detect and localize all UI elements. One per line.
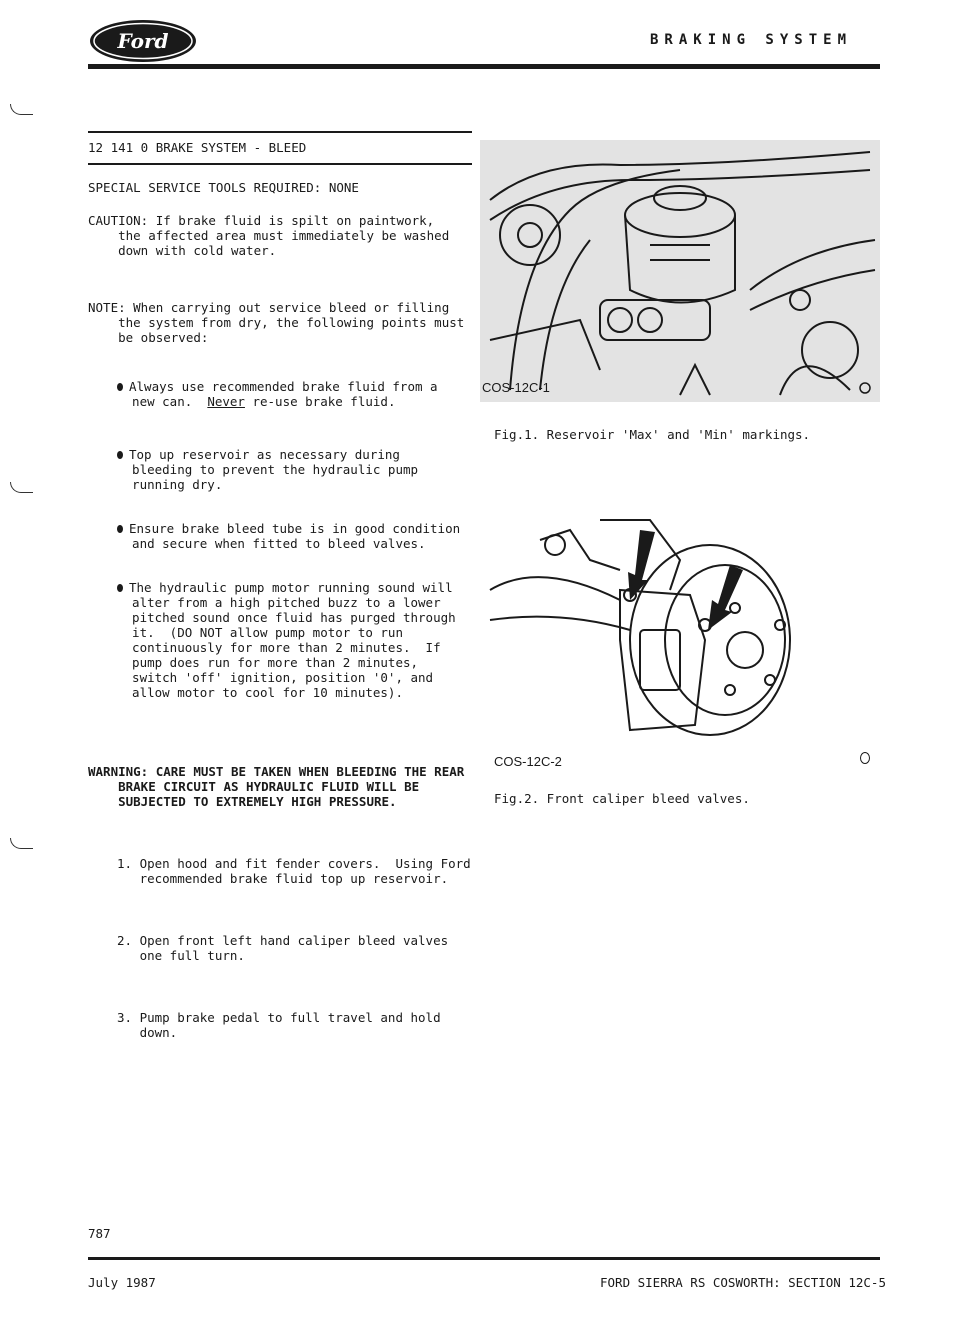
caution-text: CAUTION: If brake fluid is spilt on paintwork, the affected area must immediately be washed down with cold water. [88,213,450,258]
bullet-icon [117,584,123,592]
step-3: 3. Pump brake pedal to full travel and hold down. [117,1010,441,1040]
section-rule [88,163,472,165]
ford-logo [88,18,198,64]
bullet-icon [117,383,123,391]
warning-text: WARNING: CARE MUST BE TAKEN WHEN BLEEDING THE REAR BRAKE CIRCUIT AS HYDRAULIC FLUID WILL BE SUBJECTED TO EXTREMELY HIGH PRESSURE. [88,764,465,809]
special-tools: SPECIAL SERVICE TOOLS REQUIRED: NONE [88,180,359,195]
margin-mark [10,838,33,849]
margin-mark [10,482,33,493]
figure-1-code: COS-12C-1 [482,380,550,395]
bullet-emphasis: Never [207,394,245,409]
bullet-icon [117,451,123,459]
bullet-icon [117,525,123,533]
figure-2-caliper-illustration [480,500,800,740]
margin-circle [860,752,870,764]
svg-text:Ford: Ford [117,29,169,53]
bullet-text: re-use brake fluid. [244,394,396,409]
bullet-text: The hydraulic pump motor running sound will alter from a high pitched buzz to a lower pitched sound once fluid has purged through it. (DO NOT allow pump motor to run continuously for more than 2 minutes. If pump does run for more than 2 minutes, switch 'off' ignition, position '0', and allow motor to cool for 10 minutes). [129,580,456,700]
step-1: 1. Open hood and fit fender covers. Using Ford recommended brake fluid top up reservoir. [117,856,471,886]
bullet-item [117,379,438,409]
page-header-title: BRAKING SYSTEM [650,32,853,48]
bullet-item [117,521,460,551]
bullet-text: Ensure brake bleed tube is in good condition and secure when fitted to bleed valves. [129,521,461,551]
figure-2-code: COS-12C-2 [494,754,562,769]
bullet-text: Top up reservoir as necessary during bleeding to prevent the hydraulic pump running dry. [129,447,419,492]
footer-rule [88,1257,880,1260]
bullet-text: Always use recommended brake fluid from a new can. [129,379,438,409]
section-rule [88,131,472,133]
footer-date: July 1987 [88,1275,156,1290]
header-rule [88,64,880,69]
margin-mark [10,104,33,115]
figure-1-reservoir-illustration [480,140,880,402]
bullet-item [117,580,456,700]
section-heading: 12 141 0 BRAKE SYSTEM - BLEED [88,140,307,155]
page-number: 787 [88,1226,111,1241]
bullet-item [117,447,418,492]
step-2: 2. Open front left hand caliper bleed valves one full turn. [117,933,449,963]
footer-reference: FORD SIERRA RS COSWORTH: SECTION 12C-5 [600,1275,886,1290]
figure-1-caption: Fig.1. Reservoir 'Max' and 'Min' markings. [494,427,811,442]
note-text: NOTE: When carrying out service bleed or filling the system from dry, the following points must be observed: [88,300,465,345]
figure-2-caption: Fig.2. Front caliper bleed valves. [494,791,750,806]
